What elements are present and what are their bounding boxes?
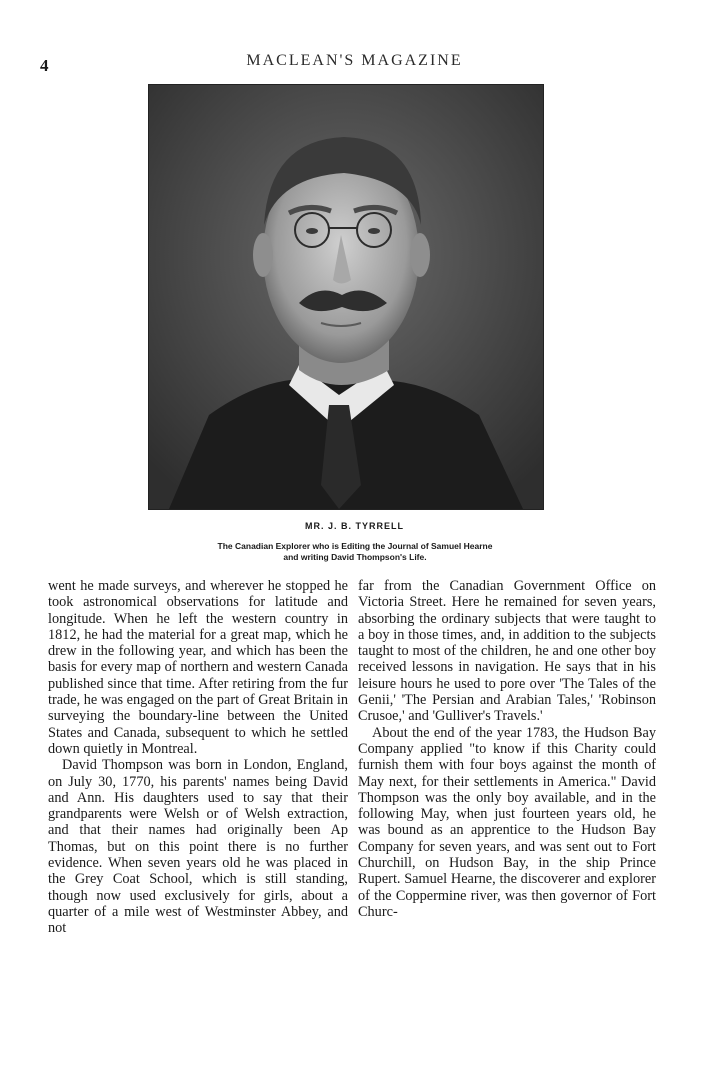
page-number: 4: [40, 56, 49, 75]
figure-caption-line-2: and writing David Thompson's Life.: [283, 552, 427, 562]
article-paragraph: David Thompson was born in London, England, on July 30, 1770, his parents' names being David and Ann. His daughters used to say that their grandparents were Welsh or of Welsh extraction, and that their names had originally been Ap Thomas, but on this point there is no further evidence. When seven years old he was placed in the Grey Coat School, which is still standing, though now used exclusively for girls, about a quarter of a mile west of Westminster Abbey, and not: [48, 757, 348, 937]
running-head: MACLEAN'S MAGAZINE: [246, 52, 463, 69]
figure-caption-subtitle: [160, 541, 550, 563]
article-column-left: [48, 578, 348, 937]
portrait-photo: [148, 84, 544, 510]
article-paragraph: far from the Canadian Government Office on Victoria Street. Here he remained for seven years, absorbing the ordinary subjects that were taught to a boy in those times, and, in addition to the subjects taught to most of the children, he and one other boy received lessons in navigation. He says that in his leisure hours he used to pore over 'The Tales of the Genii,' 'The Persian and Arabian Tales,' 'Robinson Crusoe,' and 'Gulliver's Travels.': [358, 578, 656, 725]
figure-caption-title: MR. J. B. TYRRELL: [304, 521, 404, 531]
figure-caption-line-1: The Canadian Explorer who is Editing the Journal of Samuel Hearne: [217, 541, 493, 551]
article-column-right: [358, 578, 656, 920]
article-paragraph: About the end of the year 1783, the Hudson Bay Company applied "to know if this Charity could furnish them with four boys against the month of May next, for their settlements in America." David Thompson was the only boy available, and in the following May, when just fourteen years old, he was bound as an apprentice to the Hudson Bay Company for seven years, and was sent out to Fort Churchill, on Hudson Bay, in the ship Prince Rupert. Samuel Hearne, the discoverer and explorer of the Coppermine river, was then governor of Fort Churc-: [358, 724, 656, 920]
article-paragraph: went he made surveys, and wherever he stopped he took astronomical observations for latitude and longitude. When he left the western country in 1812, he had the material for a great map, which he drew in the following year, and which has been the basis for every map of northern and western Canada published since that time. After retiring from the fur trade, he was engaged on the part of Great Britain in surveying the boundary-line between the United States and Canada, subsequent to which he settled down quietly in Montreal.: [48, 578, 348, 757]
